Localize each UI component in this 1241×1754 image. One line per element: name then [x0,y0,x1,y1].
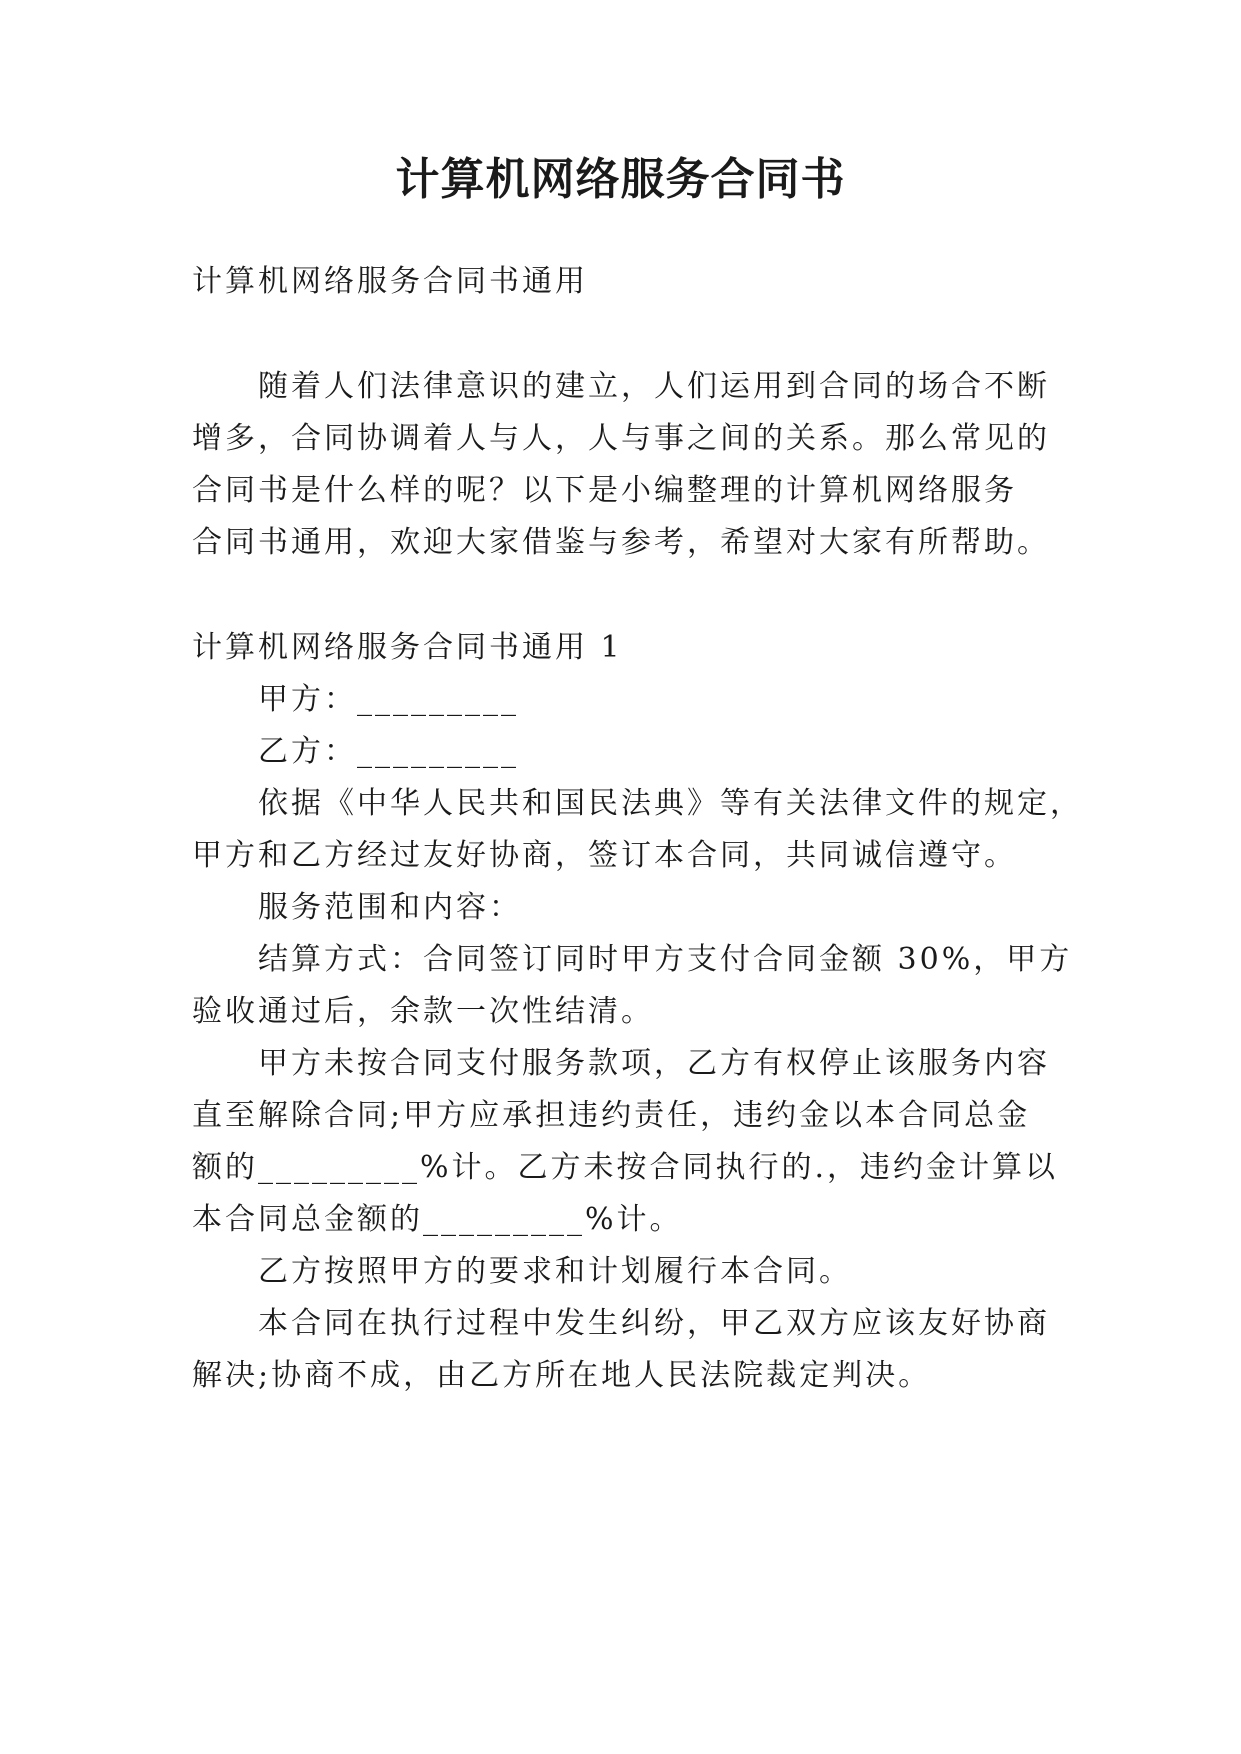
settlement-line-1: 结算方式：合同签订同时甲方支付合同金额 30%，甲方 [258,942,1073,977]
dispute-line-1: 本合同在执行过程中发生纠纷，甲乙双方应该友好协商 [258,1306,1050,1341]
performance-line: 乙方按照甲方的要求和计划履行本合同。 [258,1254,852,1289]
breach-line-1: 甲方未按合同支付服务款项，乙方有权停止该服务内容 [258,1046,1050,1081]
party-b-line: 乙方：_________ [258,734,519,769]
intro-line-3: 合同书是什么样的呢？以下是小编整理的计算机网络服务 [192,473,1017,508]
breach-line-4: 本合同总金额的_________%计。 [192,1202,683,1237]
breach-line-3: 额的_________%计。乙方未按合同执行的.，违约金计算以 [192,1150,1059,1185]
section-heading: 计算机网络服务合同书通用 1 [192,630,623,665]
scope-line: 服务范围和内容： [258,890,522,925]
basis-line-1: 依据《中华人民共和国民法典》等有关法律文件的规定， [258,786,1083,821]
dispute-line-2: 解决;协商不成，由乙方所在地人民法院裁定判决。 [192,1358,932,1393]
intro-line-4: 合同书通用，欢迎大家借鉴与参考，希望对大家有所帮助。 [192,525,1050,560]
breach-line-2: 直至解除合同;甲方应承担违约责任，违约金以本合同总金 [192,1098,1031,1133]
intro-line-1: 随着人们法律意识的建立，人们运用到合同的场合不断 [258,369,1050,404]
party-a-line: 甲方：_________ [258,682,519,717]
basis-line-2: 甲方和乙方经过友好协商，签订本合同，共同诚信遵守。 [192,838,1017,873]
document-subtitle: 计算机网络服务合同书通用 [192,264,588,299]
settlement-line-2: 验收通过后，余款一次性结清。 [192,994,654,1029]
document-title: 计算机网络服务合同书 [395,154,846,205]
intro-line-2: 增多，合同协调着人与人，人与事之间的关系。那么常见的 [192,421,1050,456]
